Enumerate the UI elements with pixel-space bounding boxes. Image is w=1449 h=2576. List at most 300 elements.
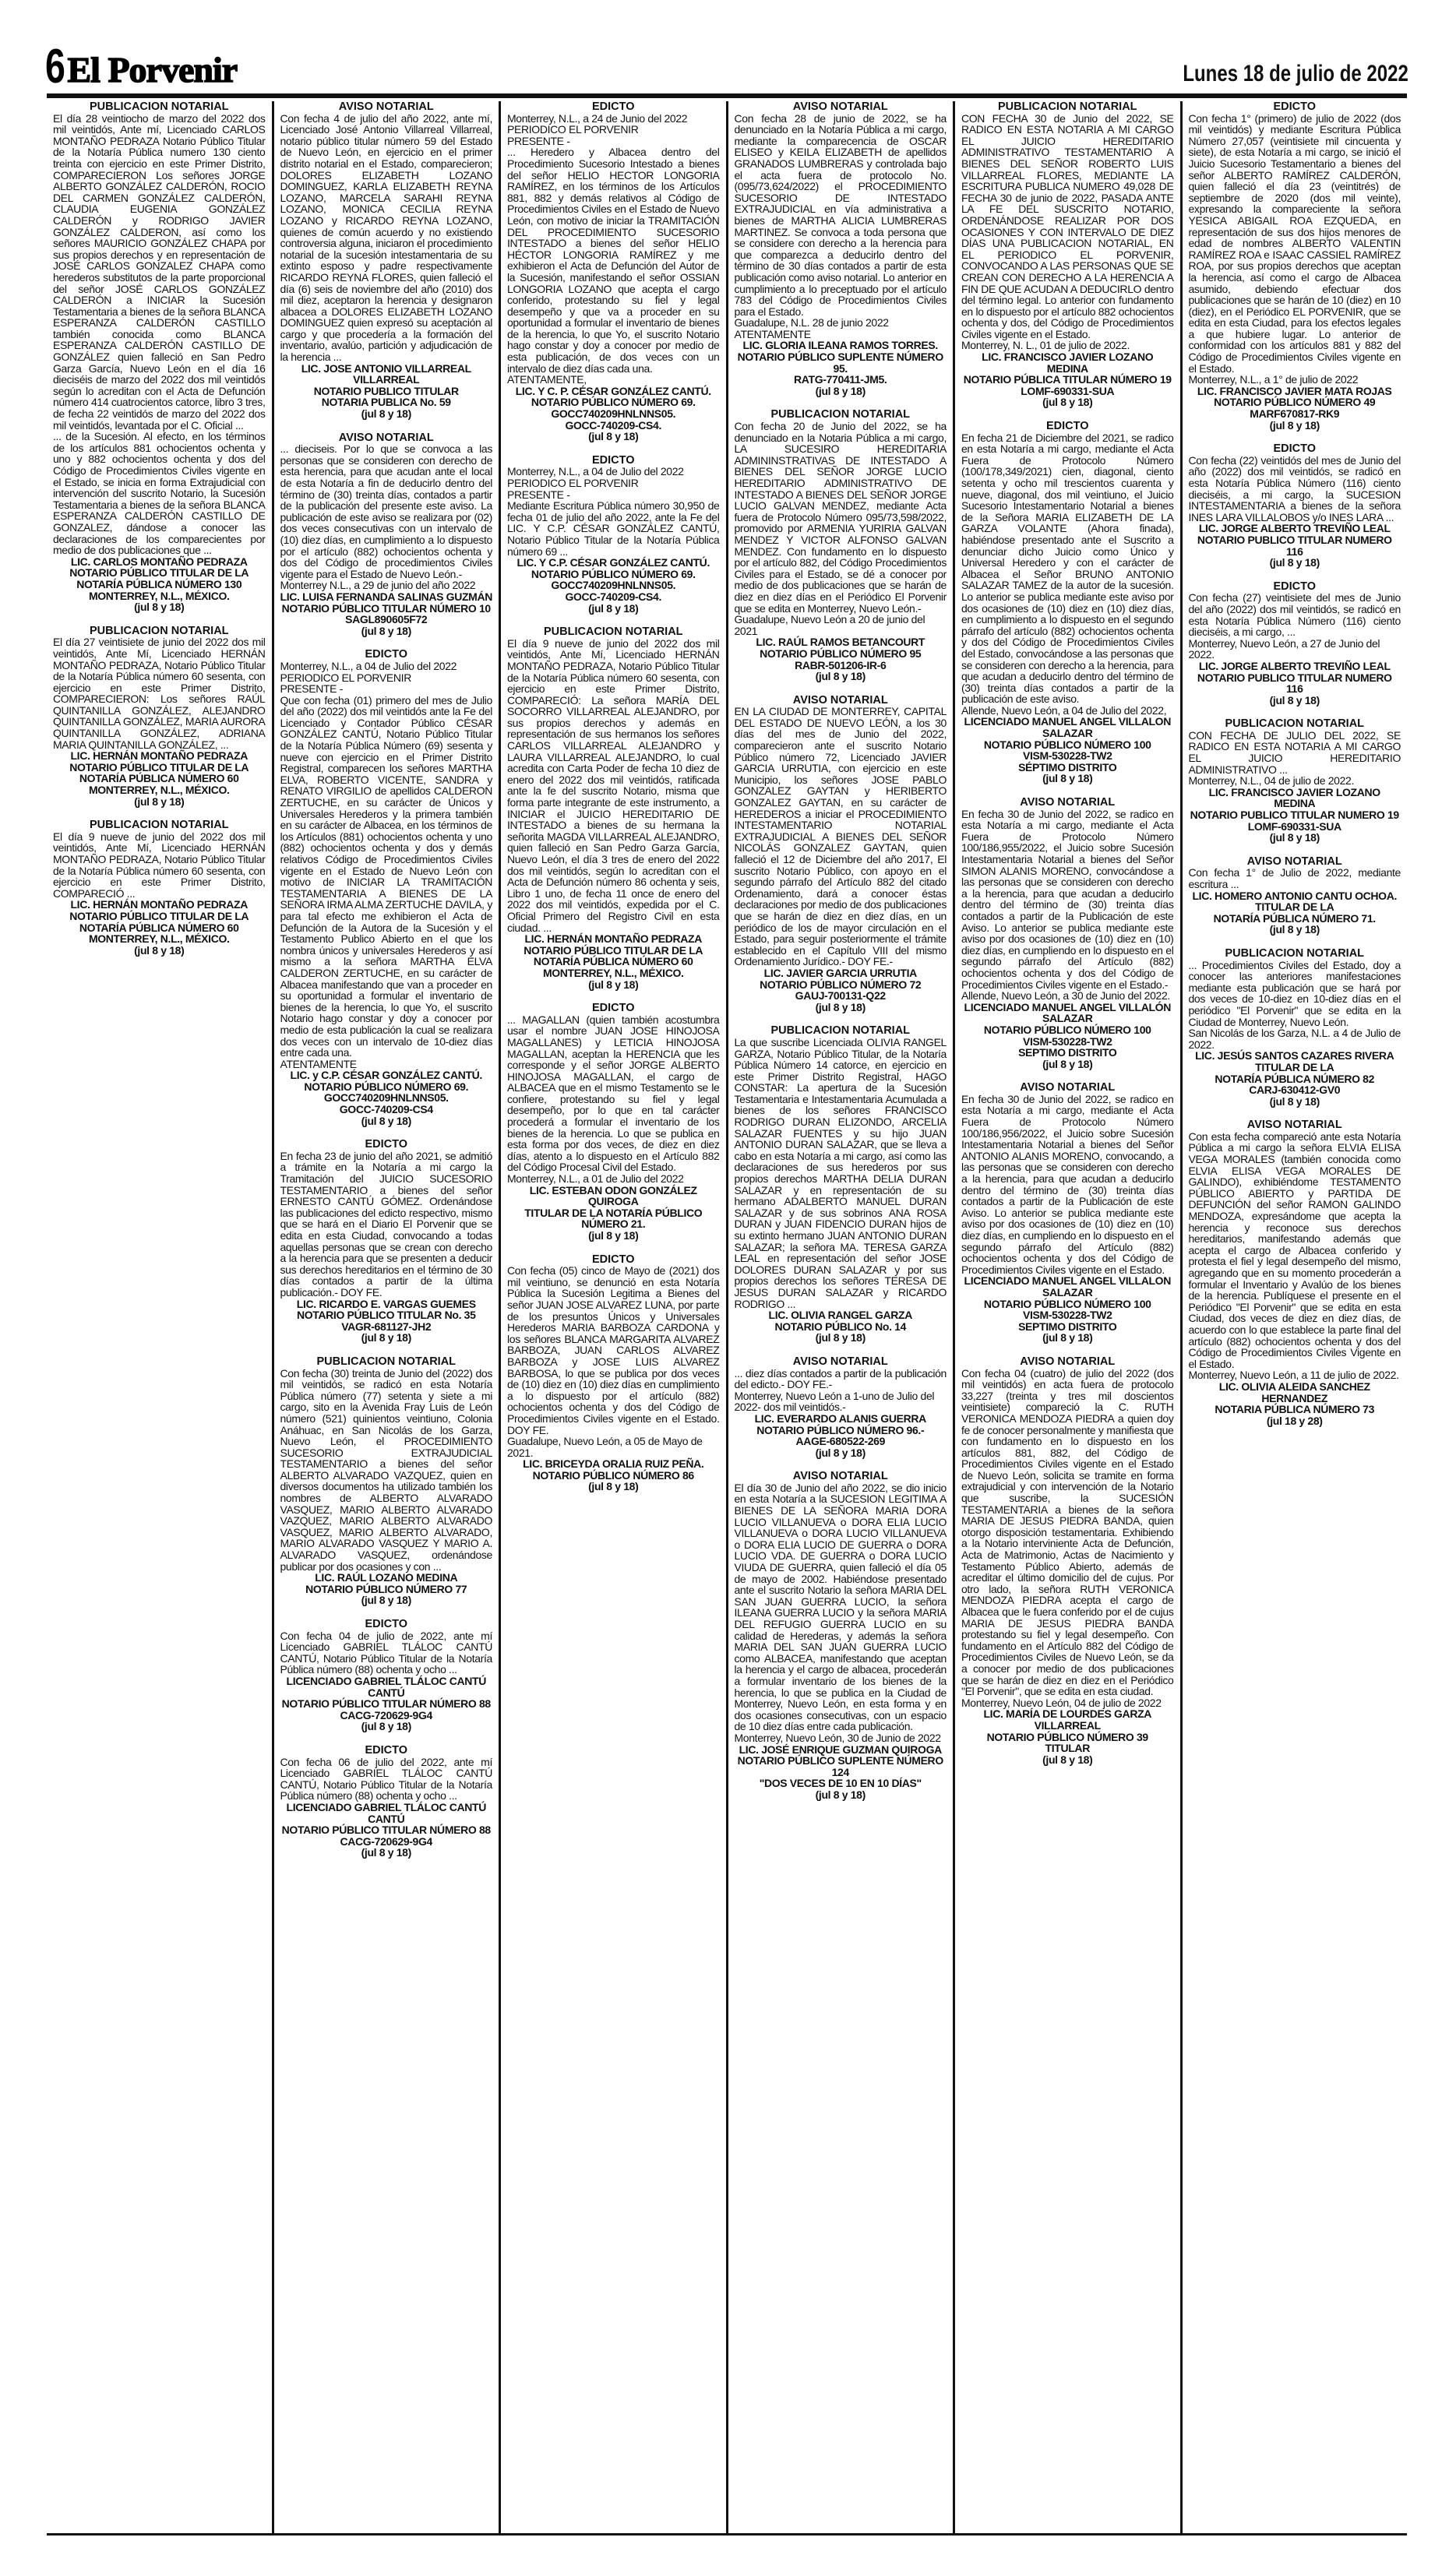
notice-body: En fecha 30 de Junio del 2022, se radico en esta Notaría a mi cargo, mediante el Acta Fuera de Protocolo Número 100/186,955/2022, el Juicio sobre Sucesión Intestamentaria Notarial a bienes del Señor SIMON ALANIS MORENO, convocándose a las personas que se consideren con derecho a la herencia, para que acudan a deducirlo dentro del término de (30) treinta días contados a partir de la Publicación de este Aviso. Lo anterior se publica mediante este aviso por dos ocasiones de (10) diez en (10) diez días, en cumpliendo en lo dispuesto en el segundo párrafo del Artículo (882) ochocientos ochenta y dos del Código de Procedimientos Civiles vigente en el Estado.- [961, 807, 1174, 991]
signature-line: NOTARIO PÚBLICO TITULAR DE LA [69, 566, 249, 580]
publication-dates: (jul 8 y 18) [815, 1446, 866, 1459]
legal-notice [735, 1356, 947, 1458]
notice-title: EDICTO [365, 1743, 408, 1757]
notice-title: PUBLICACION NOTARIAL [89, 624, 229, 637]
notice-body: El día 28 veintiocho de marzo del 2022 dos mil veintidós, Ante mí, Licenciado CARLOS MONTAÑO PEDRAZA Notario Público Titular de la Notaría Pública numero 130 ciento treinta con ejercicio en este Primer Distrito, COMPARECIERON Los señores JORGE ALBERTO GONZÁLEZ CALDERÓN, ROCIO DEL CARMEN GONZÁLEZ CALDERÓN, CLAUDIA EUGENIA GONZÁLEZ CALDERÓN y RODRIGO JAVIER GONZÁLEZ CALDERON, así como los señores MAURICIO GONZÁLEZ CHAPA por sus propios derechos y en representación de JOSÉ CARLOS GONZALEZ CHAPA como herederos substitutos de la parte proporcional del señor JOSÉ CARLOS GONZÁLEZ CALDERÓN a INICIAR la Sucesión Testamentaria a bienes de la señora BLANCA ESPERANZA CALDERÓN CASTILLO también conocida como BLANCA ESPERANZA CALDERÓN CASTILLO DE GONZÁLEZ quien falleció en San Pedro Garza García, Nuevo León en el día 16 dieciséis de marzo del 2022 dos mil veintidós según lo acreditan con el Acta de Defunción número 414 cuatrocientos catorce, libro 3 tres, de fecha 22 veintidós de marzo del 2022 dos mil veintidós, levantada por el C. Oficial ... [53, 111, 266, 432]
signature-line: GOCC-740209-CS4 [339, 1103, 433, 1116]
notice-title: PUBLICACION NOTARIAL [770, 408, 911, 421]
legal-notice [507, 626, 720, 990]
signature-line: MONTERREY, N.L., MÉXICO. [88, 589, 230, 602]
notice-title: PUBLICACION NOTARIAL [543, 625, 683, 639]
publication-dates: (jul 8 y 18) [815, 384, 866, 397]
notice-place-date: Allende, Nuevo León, a 04 de Julio del 2022, [961, 703, 1167, 717]
signature-line: SEPTIMO DISTRITO [1018, 1046, 1117, 1059]
legal-notice [961, 797, 1174, 1070]
publication-dates: (jul 8 y 18) [361, 1594, 411, 1607]
notice-title: EDICTO [591, 101, 635, 113]
signature-line: NOTARIO PÚBLICO SUPLENTE NÚMERO 124 [737, 1754, 943, 1778]
legal-notice [735, 695, 947, 1013]
notary-signature [735, 1413, 947, 1447]
signature-line: NOTARIO PÚBLICO NÚMERO 96.- [756, 1423, 925, 1436]
signature-line: TITULAR DE LA [1255, 900, 1334, 914]
signature-line: GAUJ-700131-Q22 [795, 989, 886, 1003]
signature-line: LIC. y C.P. CÉSAR GONZÁLEZ CANTÚ. [290, 1069, 482, 1082]
signature-line: MONTERREY, N.L., MÉXICO. [542, 966, 684, 979]
legal-notice [1189, 101, 1401, 431]
notice-title: AVISO NOTARIAL [792, 693, 888, 707]
signature-line: LIC. JAVIER GARCIA URRUTIA [763, 966, 917, 979]
notice-title: PUBLICACION NOTARIAL [89, 101, 229, 113]
notice-column [47, 101, 274, 2533]
publication-dates: (jul 8 y 18) [134, 795, 185, 808]
signature-line: VISM-530228-TW2 [1022, 1034, 1112, 1048]
notice-body: San Nicolás de los Garza, N.L. a 4 de Julio de 2022. [1188, 1027, 1401, 1051]
signature-line: NOTARIO PÚBLICO NÚMERO 100 [983, 1297, 1151, 1310]
signature-line: NOTARIO PÚBLICO NÚMERO 49 [1214, 396, 1376, 409]
notice-body: El día 9 nueve de junio del 2022 dos mil veintidós, Ante Mí, Licenciado HERNÁN MONTAÑO PEDRAZA, Notario Público Titular de la Notaría Pública número 60 sesenta, con ejercicio en este Primer Distrito, COMPARECIÓ: La señora MARÍA DEL SOCORRO VILLARREAL ALEJANDRO, por sus propios derechos y además en representación de sus hermanos los señores CARLOS VILLARREAL ALEJANDRO y LAURA VILLARREAL ALEJANDRO, lo cual acredita con Carta Poder de fecha 10 diez de enero del 2022 dos mil veintidós, ratificada ante la fe del suscrito Notario, misma que forma parte integrante de este instrumento, a INICIAR el JUICIO HEREDITARIO DE INTESTADO a bienes de su hermana la señorita MAGDA VILLARREAL ALEJANDRO, quien falleció en San Pedro Garza García, Nuevo León, el día 3 tres de enero del 2022 dos mil veintidós, según lo acreditan con el Acta de Defunción número 86 ochenta y seis, Libro 1 uno, de fecha 11 once de enero del 2022 dos mil veintidós, expedida por el C. Oficial Primero del Registro Civil en esta ciudad. ... [507, 636, 720, 934]
signature-line: LIC. FRANCISCO JAVIER LOZANO MEDINA [1208, 785, 1380, 810]
notice-place-date: Monterrey, Nuevo León, a 11 de julio de 2022. [1188, 1369, 1399, 1382]
notice-place-date: Monterrey, N.L., a 1° de julio de 2022 [1188, 373, 1359, 386]
legal-notice [280, 649, 493, 1126]
publication-dates: (jul 8 y 18) [134, 601, 185, 614]
notice-place-date: Monterrey, N.L., 04 de julio de 2022. [1188, 774, 1354, 788]
legal-notice [1189, 856, 1401, 936]
notice-place-date: Monterrey, Nuevo León, 30 de Junio de 2022 [734, 1731, 941, 1744]
signature-line: LIC. Y C. P. CÉSAR GONZÁLEZ CANTÚ. [515, 384, 711, 397]
notice-body: Monterrey, N.L., a 04 de Julio del 2022 [280, 659, 457, 672]
signature-line: LIC. OLIVIA ALEIDA SANCHEZ HERNANDEZ [1218, 1380, 1370, 1404]
signature-line: NOTARIO PUBLICO TITULAR NUMERO 19 [1190, 809, 1399, 822]
publication-dates: (jul 8 y 18) [1269, 1094, 1320, 1108]
notice-place-date: Monterrey, Nuevo León, a 27 de Junio del 2022. [1188, 636, 1380, 661]
notice-title: AVISO NOTARIAL [792, 1355, 888, 1368]
signature-line: LIC. HERNÁN MONTAÑO PEDRAZA [70, 898, 248, 911]
notice-body: La que suscribe Licenciada OLIVIA RANGEL GARZA, Notario Público Titular, de la Notaría Pública Número 14 catorce, en ejercicio en este Primer Distrito Registral, HAGO CONSTAR: La apertura de la Sucesión Testamentaria e Intestamentaria Acumulada a bienes de los señores FRANCISCO RODRIGO DURAN ELIZONDO, ARCELIA SALAZAR FUENTES y su hijo JUAN ANTONIO DURAN SALAZAR, que se lleva a cabo en esta Notaría a mi cargo, así como las declaraciones de sus herederos por sus propios derechos MARTHA DELIA DURAN SALAZAR y en representación de su hermano ADALBERTO MANUEL DURAN SALAZAR y de sus sobrinos ANA ROSA DURAN y JUAN FIDENCIO DURAN hijos de su extinto hermano JUAN ANTONIO DURAN SALAZAR; la señora MA. TERESA GARZA LEAL en representación del señor JOSE DOLORES DURAN SALAZAR y por sus propios derechos los señores TERESA DE JESUS DURAN SALAZAR y RICARDO RODRIGO ... [734, 1035, 947, 1310]
signature-line: SALAZAR [1042, 1012, 1093, 1025]
publication-dates: (jul 8 y 18) [1269, 831, 1320, 844]
notice-body: ... dieciseis. Por lo que se convoca a las personas que se consideren con derecho de esta herencia, para que acudan ante el local de esta Notaría a fin de deducirlo dentro del término de (30) treinta días, contados a partir de la publicación del presente este aviso. La publicación de este aviso se realizara por (02) dos veces consecutivas con un intervalo de (10) diez días, en cumplimiento a lo dispuesto por el artículo (882) ochocientos ochenta y dos del Código de procedimientos Civiles vigente para el Estado de Nuevo León.- [280, 442, 492, 580]
signature-line: NOTARÍA PÚBLICA NÚMERO 60 [79, 921, 239, 934]
signature-line: CARJ-630412-GV0 [1249, 1084, 1341, 1097]
notice-body: ATENTAMENTE [734, 327, 811, 340]
signature-line: LIC. LUISA FERNANDA SALINAS GUZMÁN [280, 590, 492, 603]
notice-body: Con fecha 1° de Julio de 2022, mediante escritura ... [1188, 866, 1401, 890]
legal-notice [961, 101, 1174, 408]
notary-signature [1189, 386, 1401, 420]
signature-line: LOMF-690331-SUA [1247, 819, 1341, 833]
notice-body: El día 9 nueve de junio del 2022 dos mil veintidós, Ante Mí, Licenciado HERNÁN MONTAÑO PEDRAZA, Notario Público Titular de la Notaría Pública número 60 sesenta, con ejercicio en este Primer Distrito, COMPARECIÓ ... [53, 830, 266, 900]
notary-signature [507, 933, 720, 978]
notary-signature [280, 1299, 493, 1333]
legal-notice [280, 1356, 493, 1606]
signature-line: NOTARIO PÚBLICO TITULAR NÚMERO 10 [281, 601, 491, 615]
notice-title: AVISO NOTARIAL [1020, 1081, 1116, 1094]
masthead [45, 40, 1408, 93]
signature-line: NOTARIO PÚBLICO NÚMERO 77 [305, 1582, 467, 1595]
legal-notice [1189, 1119, 1401, 1426]
legal-notice [1189, 443, 1401, 569]
notice-title: AVISO NOTARIAL [1246, 855, 1342, 868]
signature-line: LIC. RAÚL LOZANO MEDINA [315, 1571, 458, 1584]
notary-signature [961, 716, 1174, 773]
publication-dates: (jul 8 y 18) [361, 407, 411, 421]
signature-line: NOTARIO PÚBLICO TITULAR No. 35 [296, 1309, 476, 1322]
notice-body: ... MAGALLAN (quien también acostumbra usar el nombre JUAN JOSE HINOJOSA MAGALLANES) y LETICIA HINOJOSA MAGALLAN, aceptan la HERENCIA que les corresponde y el señor JORGE ALBERTO HINOJOSA MAGALLAN, el cargo de ALBACEA que en el mismo Testamento se le confiere, protestando su fiel y legal desempeño, por lo que en tal carácter procederá a formular el inventario de los bienes de la herencia. Lo que se publica en esta forma por dos veces, de diez en diez días, atento a lo dispuesto en el Artículo 882 del Código Procesal Civil del Estado. [507, 1013, 720, 1174]
signature-line: CACG-720629-9G4 [340, 1834, 432, 1848]
signature-line: NOTARIA PUBLICA No. 59 [321, 396, 451, 409]
legal-notice [53, 819, 266, 956]
signature-line: GOCC740209HNLNNS05. [551, 407, 676, 421]
notice-body: Con fecha 04 de julio de 2022, ante mí Licenciado GABRIEL TLÁLOC CANTÚ CANTÚ, Notario Público Titular de la Notaría Pública número (88) ochenta y ocho ... [280, 1629, 492, 1676]
notice-body: Monterrey, N.L., a 04 de Julio del 2022 [507, 465, 684, 478]
notary-signature [280, 363, 493, 408]
notice-body: Con fecha 20 de Junio del 2022, se ha denunciado en la Notaria Pública a mi cargo, LA SUCESIRO HEREDITARIA ADMININSTRATIVAS DE INTESTADO A BIENES DEL SEÑOR JORGE LUCIO HEREDITARIO ADMINISTRATIVO DE INTESTADO A BIENES DEL SEÑOR JORGE LUCIO GALVAN MENDEZ, mediante Acta fuera de Protocolo Número 095/73,598/2022, promovido por ARMENIA YURIRIA GALVAN MENDEZ Y VICTOR ALFONSO GALVAN MENDEZ. Con fundamento en lo dispuesto por el artículo 882, del Código Procedimientos Civiles para el Estado, se dé a conocer por medio de dos publicaciones que se harán de diez en diez días en el Periódico El Porvenir que se edita en Monterrey, Nuevo León.- [734, 420, 947, 615]
publication-dates: (jul 8 y 18) [1042, 1331, 1093, 1344]
legal-notice [735, 101, 947, 396]
signature-line: RABR-501206-IR-6 [795, 658, 887, 671]
notice-title: AVISO NOTARIAL [1020, 1355, 1116, 1368]
signature-line: NOTARIO PÚBLICO NÚMERO 100 [983, 1023, 1151, 1036]
notice-title: EDICTO [1273, 101, 1317, 113]
publication-dates: (jul 8 y 18) [815, 1331, 866, 1344]
notice-column [728, 101, 956, 2533]
notary-signature [1189, 661, 1401, 695]
publication-dates: (jul 8 y 18) [1042, 1753, 1093, 1766]
signature-line: TITULAR [1045, 1742, 1090, 1755]
newspaper-name: El Porvenir [67, 50, 238, 90]
notice-title: EDICTO [591, 1002, 635, 1015]
notary-signature [735, 1309, 947, 1332]
notice-place-date: Monterrey, Nuevo León a 1-uno de Julio del 2022- dos mil veintidós.- [734, 1389, 935, 1414]
publication-dates: (jul 8 y 18) [588, 601, 639, 615]
publication-dates: (jul 8 y 18) [588, 1229, 639, 1242]
notice-body: Con fecha 04 (cuatro) de julio del 2022 (dos mil veintidós) en acta fuera de protocolo 33,227 (treinta y tres mil doscientos veintisiete) compareció la C. RUTH VERONICA MENDOZA PIEDRA a quien doy fe de conocer personalmente y manifiesta que con fundamento en lo dispuesto en los artículos 881, 882, del Código de Procedimientos Civiles vigente en el Estado de Nuevo León, solicita se tramite en forma extrajudicial y con intervención de la Notario que suscribe, la SUCESIÓN TESTAMENTARIA a bienes de la señora MARIA DE JESUS PIEDRA BANDA, quien otorgo disposición testamentaria. Exhibiendo a la Notario interviniente Acta de Defunción, Acta de Matrimonio, Actas de Nacimiento y Testamento Público Abierto, además de acreditar el último domicilio del de cujus. Por otro lado, la señora RUTH VERONICA MENDOZA PIEDRA acepta el cargo de Albacea que le fuera conferido por el de cujus MARIA DE JESUS PIEDRA BANDA protestando su fiel y legal desempeño. Con fundamento en el Artículo 882 del Código de Procedimientos Civiles de Nuevo León, se da a conocer por medio de dos publicaciones que se harán de diez en diez en el Periódico "El Porvenir", que se edita en esta ciudad. [961, 1366, 1174, 1698]
notice-place-date: Guadalupe, Nuevo León a 20 de junio del 2021 [734, 613, 925, 637]
notice-place-date: Guadalupe, Nuevo León, a 05 de Mayo de 2021. [507, 1435, 703, 1459]
signature-line: NÚMERO 21. [581, 1218, 646, 1231]
signature-line: NOTARIO PÚBLICO TITULAR NÚMERO 88 [281, 1697, 491, 1711]
signature-line: NOTARIA PÚBLICA NÚMERO 73 [1215, 1403, 1375, 1416]
signature-line: NOTARÍA PÚBLICA NÚMERO 71. [1213, 911, 1376, 925]
notice-body: CON FECHA 30 de Junio del 2022, SE RADICO EN ESTA NOTARIA A MI CARGO EL JUICIO HEREDITARIO ADMINISTRATIVO TESTAMENTARIO A BIENES DEL SEÑOR ROBERTO LUIS VILLARREAL FLORES, MEDIANTE LA ESCRITURA PUBLICA NUMERO 49,028 DE FECHA 30 de junio de 2022, PASADA ANTE LA FE DEL SUSCRITO NOTARIO, ORDENÁNDOSE REALIZAR POR DOS OCASIONES Y CON INTERVALO DE DIEZ DÍAS UNA PUBLICACION NOTARIAL, EN EL PERIODICO EL PORVENIR, CONVOCANDO A LAS PERSONAS QUE SE CREAN CON DERECHO A LA HERENCIA A FIN DE QUE ACUDAN A DEDUCIRLO dentro del término legal. Lo anterior con fundamento en lo dispuesto por el artículo 882 ochocientos ochenta y dos, del Código de Procedimientos Civiles vigente en el Estado. [961, 111, 1174, 340]
signature-line: NOTARIO PÚBLICO NÚMERO 72 [760, 978, 922, 991]
notice-title: EDICTO [1045, 420, 1089, 433]
notice-body: ATENTAMENTE [280, 1057, 357, 1070]
notice-body: Monterrey, N.L., a 24 de Junio del 2022 [507, 111, 688, 125]
notice-title: EDICTO [591, 1253, 635, 1266]
notice-title: PUBLICACION NOTARIAL [1225, 946, 1365, 960]
notice-body: PERIODICO EL PORVENIR [507, 477, 639, 489]
publication-dates: (jul 8 y 18) [134, 943, 185, 957]
notary-signature [280, 591, 493, 625]
signature-line: GOCC-740209-CS4. [565, 590, 662, 603]
signature-line: LIC. CARLOS MONTAÑO PEDRAZA [70, 555, 248, 568]
notice-body: ATENTAMENTE, [507, 373, 587, 386]
signature-line: LIC. JESÚS SANTOS CAZARES RIVERA [1195, 1049, 1394, 1062]
signature-line: LICENCIADO MANUEL ANGEL VILLALON [964, 715, 1171, 728]
signature-line: LIC. FRANCISCO JAVIER MATA ROJAS [1197, 384, 1392, 397]
notice-title: EDICTO [365, 1618, 408, 1630]
legal-notice [735, 1025, 947, 1344]
publication-dates: (jul 8 y 18) [1269, 556, 1320, 569]
notary-signature [507, 386, 720, 431]
publication-dates: (jul 8 y 18) [815, 1000, 866, 1013]
notary-signature [735, 1744, 947, 1789]
signature-line: LIC. JOSE ANTONIO VILLARREAL VILLARREAL [301, 361, 471, 386]
signature-line: RATG-770411-JM5. [794, 373, 887, 386]
signature-line: LICENCIADO MANUEL ANGEL VILLALON [964, 1274, 1171, 1288]
notice-body: Con fecha 06 de julio del 2022, ante mí Licenciado GABRIEL TLÁLOC CANTÚ CANTÚ, Notario Público Titular de la Notaría Pública número (88) ochenta y ocho ... [280, 1755, 492, 1802]
signature-line: NOTARIO PUBLICO TITULAR NUMERO 116 [1197, 533, 1392, 558]
notice-place-date: Monterrey, N. L., 01 de julio de 2022. [961, 339, 1130, 352]
notice-body: Con fecha 1° (primero) de julio de 2022 (dos mil veintidós) y mediante Escritura Pública Número 27,057 (veintisiete mil cincuenta y siete), de esta Notaría a mi cargo, se inició el Juicio Sucesorio Testamentario a bienes del señor ALBERTO RAMÍREZ CALDERÓN, quien falleció el día 23 (veintitrés) de septiembre de 2020 (dos mil veinte), expresando la compareciente la señora YESICA ABIGAIL ROA EZQUEDA, en representación de sus dos hijos menores de edad de nombres ALBERTO VALENTIN RAMÍREZ ROA e ISAAC CASSIEL RAMÍREZ ROA, por sus propios derechos que aceptan la herencia, así como el cargo de Albacea asumido, debiendo efectuar dos publicaciones que se harán de 10 (diez) en 10 (diez), en el Periódico EL PORVENIR, que se edita en esta Ciudad, para los efectos legales a que hubiere lugar. Lo anterior de conformidad con los artículos 881 y 882 del Código de Procedimientos Civiles vigente en el Estado. [1188, 111, 1401, 375]
notary-signature [507, 1185, 720, 1230]
notary-signature [1189, 890, 1401, 925]
notice-body: PRESENTE - [507, 488, 570, 501]
publication-dates: (jul 8 y 18) [588, 430, 639, 443]
signature-line: NOTARIO PUBLICO TITULAR NUMERO 116 [1197, 671, 1392, 696]
notice-place-date: Monterrey, Nuevo León, 04 de julio de 2022 [961, 1696, 1162, 1709]
signature-line: LIC. JOSÉ ENRIQUE GUZMAN QUIROGA [739, 1743, 942, 1756]
legal-notice [280, 432, 493, 637]
signature-line: MONTERREY, N.L., MÉXICO. [88, 932, 230, 946]
notary-signature [735, 340, 947, 385]
notary-signature [961, 1002, 1174, 1059]
notice-column [955, 101, 1183, 2533]
signature-line: TITULAR DE LA [1255, 1060, 1334, 1073]
notary-signature [53, 556, 266, 601]
notice-title: PUBLICACION NOTARIAL [316, 1355, 457, 1368]
publication-dates: (jul 8 y 18) [815, 1788, 866, 1801]
notary-signature [1189, 523, 1401, 557]
notice-body: Mediante Escritura Pública número 30,950 de fecha 01 de julio del año 2022, ante la Fe del LIC. Y C.P. CÉSAR GONZÁLEZ CANTÚ, Notario Público Titular de la Notaría Pública número 69 ... [507, 499, 720, 558]
signature-line: LIC. JORGE ALBERTO TREVIÑO LEAL [1198, 659, 1391, 672]
legal-notice [507, 1003, 720, 1241]
signature-line: "DOS VECES DE 10 EN 10 DÍAS" [759, 1777, 922, 1790]
notice-title: AVISO NOTARIAL [792, 101, 888, 113]
notice-title: EDICTO [591, 453, 635, 467]
notice-title: EDICTO [365, 1138, 408, 1151]
signature-line: LIC. JORGE ALBERTO TREVIÑO LEAL [1198, 522, 1391, 535]
notice-title: AVISO NOTARIAL [338, 101, 434, 113]
page-number: 6 [45, 40, 65, 93]
notice-title: PUBLICACION NOTARIAL [89, 819, 229, 832]
footer-rule [47, 2533, 1407, 2535]
signature-line: NOTARIO PÚBLICO No. 14 [774, 1320, 907, 1333]
notary-signature [1189, 787, 1401, 832]
signature-line: VISM-530228-TW2 [1022, 1309, 1112, 1322]
legal-notice [735, 409, 947, 682]
notice-title: AVISO NOTARIAL [1020, 796, 1116, 809]
signature-line: MONTERREY, N.L., MÉXICO. [88, 784, 230, 797]
notary-signature [280, 1070, 493, 1115]
signature-line: SÉPTIMO DISTRITO [1018, 760, 1117, 774]
notice-body: Con fecha (05) cinco de Mayo de (2021) dos mil veintiuno, se denunció en esta Notaría Pública la Sucesión Legitima a Bienes del señor JUAN JOSE ALVAREZ LUNA, por parte de los presuntos Únicos y Universales Herederos MARIA BARBOZA CARDONA y los señores BLANCA MARGARITA ALVAREZ BARBOZA, JUAN CARLOS ALVAREZ BARBOZA y JOSE LUIS ALVAREZ BARBOSA, lo que se publica por dos veces de (10) diez en (10) diez días en cumplimiento a lo dispuesto por el artículo (882) ochocientos ochenta y dos del Código de Procedimientos Civiles vigente en el Estado. DOY FE. [507, 1264, 720, 1436]
signature-line: NOTARIO PÚBLICO SUPLENTE NÚMERO 95. [737, 351, 943, 375]
notary-signature [53, 899, 266, 944]
signature-line: SAGL890605F72 [345, 613, 428, 626]
legal-notice [53, 625, 266, 808]
signature-line: SALAZAR [1042, 727, 1093, 740]
notice-title: AVISO NOTARIAL [792, 1470, 888, 1483]
signature-line: LIC. HERNÁN MONTAÑO PEDRAZA [70, 749, 248, 763]
notary-signature [735, 636, 947, 671]
signature-line: CACG-720629-9G4 [340, 1708, 432, 1721]
signature-line: NOTARÍA PÚBLICA NÚMERO 60 [533, 955, 693, 968]
publication-dates: (jul 8 y 18) [1042, 1057, 1093, 1070]
publication-dates: (jul 8 y 18) [815, 670, 866, 683]
notice-body: Con fecha 28 de junio de 2022, se ha denunciado en la Notaría Pública a mi cargo, mediante la comparecencia de OSCAR ELISEO y KEILA ELIZABETH de apellidos GRANADOS LUMBRERAS y controlada bajo el acta fuera de protocolo No. (095/73,624/2022) el PROCEDIMIENTO SUCESORIO DE INTESTADO EXTRAJUDICIAL en vía administrativa a bienes de MARTHA ALICIA LUMBRERAS MARTINEZ. Se convoca a toda persona que se considere con derecho a la herencia para que comparezca a deducirlo dentro del término de 30 días contados a partir de esta publicación como aviso notarial. Lo anterior en cumplimiento a lo preceptuado por el artículo 783 del Código de Procedimientos Civiles para el Estado. [734, 111, 947, 318]
notice-body: El día 30 de Junio del año 2022, se dio inicio en esta Notaría a la SUCESION LEGITIMA A BIENES DE LA SEÑORA MARIA DORA LUCIO VILLANUEVA o DORA ELIA LUCIO VILLANUEVA o DORA LUCIO VILLANUEVA o DORA ELIA LUCIO DE GUERRA o DORA LUCIO VDA. DE GUERRA o DORA LUCIO VIUDA DE GUERRA, quien falleció el día 05 de mayo de 2002. Habiéndose presentado ante el suscrito Notario la señora MARIA DEL SAN JUAN GUERRA LUCIO, la señora ILEANA GUERRA LUCIO y la señora MARIA DEL REFUGIO GUERRA LUCIO en su calidad de Herederas, y además la señora MARIA DEL SAN JUAN GUERRA LUCIO como ALBACEA, manifestando que aceptan la herencia y el cargo de albacea, procederán a formular inventario de los bienes de la herencia, lo que se publica en la Ciudad de Monterrey, Nuevo León, en esta forma y en dos ocasiones consecutivas, con un espacio de 10 diez días entre cada publicación. [734, 1481, 947, 1733]
publication-dates: (jul 8 y 18) [1042, 772, 1093, 785]
notice-body: En fecha 23 de junio del año 2021, se admitió a trámite en la Notaría a mi cargo la Tramitación del JUICIO SUCESORIO TESTAMENTARIO a bienes del señor ERNESTO CANTÚ GÓMEZ. Ordenándose las publicaciones del edicto respectivo, mismo que se hará en el Diario El Porvenir que se edita en esta Ciudad, convocando a todas aquellas personas que se crean con derecho a la herencia para que se presenten a deducir sus derechos hereditarios en el término de 30 días contados a partir de la última publicación.- DOY FE. [280, 1149, 492, 1299]
notary-signature [1189, 1381, 1401, 1415]
signature-line: GOCC740209HNLNNS05. [551, 579, 676, 592]
signature-line: VAGR-681127-JH2 [341, 1320, 432, 1333]
notice-title: EDICTO [1273, 442, 1317, 456]
legal-notice [735, 1471, 947, 1800]
legal-notice [1189, 948, 1401, 1107]
notice-body: ... Heredero y Albacea dentro del Procedimiento Sucesorio Intestado a bienes del señor HELIO HECTOR LONGORIA RAMÍREZ, en los términos de los Artículos 881, 882 y demás relativos al Código de Procedimientos Civiles en el Estado de Nuevo León, con motivo de iniciar la TRAMITACIÓN DEL PROCEDIMIENTO SUCESORIO INTESTADO a bienes del señor HELIO HÉCTOR LONGORIA RAMÍREZ y me exhibieron el Acta de Defunción del Autor de la Sucesión, manifestando el señor OSSIAN LONGORIA LOZANO que acepta el cargo conferido, protestando su fiel y legal desempeño y que va a proceder en su oportunidad a formular el inventario de bienes de la herencia, lo que Yo, el suscrito Notario hago constar y doy a conocer por medio de esta publicación, de dos veces con un intervalo de diez días cada una. [507, 146, 720, 375]
signature-line: NOTARÍA PÚBLICA NÚMERO 60 [79, 772, 239, 785]
signature-line: LIC. GLORIA ILEANA RAMOS TORRES. [742, 339, 938, 352]
notice-title: PUBLICACION NOTARIAL [1225, 717, 1365, 731]
signature-line: NOTARIO PÚBLICO TITULAR DE LA [524, 943, 703, 957]
notice-body: En fecha 21 de Diciembre del 2021, se radico en esta Notaría a mi cargo, mediante el Acta Fuera de Protocolo Número (100/178,349/2021) cien, diagonal, ciento setenta y ocho mil trescientos cuarenta y nueve, diagonal, dos mil veintiuno, el Juicio Sucesorio Intestamentario Notarial a bienes de la Señora MARIA ELIZABETH DE LA GARZA VOLANTE (Ahora finada), habiéndose presentado ante el Suscrito a denunciar dicho Juicio como Único y Universal Heredero y con el carácter de Albacea el Señor BRUNO ANTONIO SALAZAR TAMEZ de la autor de la sucesión. Lo anterior se publica mediante este aviso por dos ocasiones de (10) diez en (10) diez días, en cumplimiento a lo dispuesto en el segundo párrafo del artículo (882) ochocientos ochenta y dos del Código de Procedimientos Civiles del Estado, convocándose a las personas que se consideren con derecho a la herencia, para que acudan a deducirlo dentro del término de (30) treinta días contados a partir de la publicación de este aviso. [961, 431, 1174, 706]
notice-place-date: Monterrey N.L., a 29 de junio del año 2022 [280, 579, 476, 592]
signature-line: MARF670817-RK9 [1250, 407, 1340, 421]
notice-body: Con esta fecha compareció ante esta Notaría Pública a mi cargo la señora ELVIA ELISA VEGA MORALES (también conocida como ELVIA ELISA VEGA MORALES DE GALINDO), exhibiéndome TESTAMENTO PÚBLICO ABIERTO y PARTIDA DE DEFUNCIÓN del señor RAMON GALINDO MENDOZA, expresándome que acepta la herencia y reconoce sus derechos hereditarios, manifestando además que acepta el cargo de Albacea conferido y protesta el fiel y legal desempeño del mismo, agregando que en su momento procederán a formular el Inventario y Avalúo de los bienes de la herencia. Publíquese el presente en el Periódico "El Porvenir" que se edita en esta Ciudad, dos veces de diez en diez días, de acuerdo con lo que establece la parte final del artículo (882) ochocientos ochenta y dos del Código de Procedimientos Civiles Vigente en el Estado. [1188, 1129, 1401, 1370]
signature-line: LIC. OLIVIA RANGEL GARZA [768, 1309, 912, 1322]
notary-signature [280, 1572, 493, 1595]
notice-title: PUBLICACION NOTARIAL [997, 101, 1137, 113]
signature-line: LICENCIADO MANUEL ANGEL VILLALÓN [964, 1000, 1171, 1013]
notice-title: EDICTO [1273, 580, 1317, 593]
signature-line: SEPTIMO DISTRITO [1018, 1320, 1117, 1333]
publication-dates: (jul 8 y 18) [361, 1114, 411, 1127]
signature-line: SALAZAR [1042, 1285, 1093, 1299]
signature-line: LIC. BRICEYDA ORALIA RUIZ PEÑA. [523, 1457, 704, 1471]
publication-dates: (jul 8 y 18) [588, 1480, 639, 1493]
notice-body: Que con fecha (01) primero del mes de Julio del año (2022) dos mil veintidós ante la Fe del Licenciado y Contador Público CÉSAR GONZÁLEZ CANTÚ, Notario Público Titular de la Notaría Pública Número (69) sesenta y nueve con ejercicio en el Primer Distrito Registral, comparecen los señores MARTHA ELVA, ROBERTO VICENTE, SANDRA y RENATO VIRGILIO de apellidos CALDERON ZERTUCHE, en su carácter de Únicos y Universales Herederos y la primera también en su carácter de Albacea, en los términos de los Artículos (881) ochocientos ochenta y uno (882) ochocientos ochenta y dos y demás relativos Código de Procedimientos Civiles vigente en el Estado de Nuevo León con motivo de INICIAR LA TRAMITACIÓN TESTAMENTARIA A BIENES DE LA SEÑORA IRMA ALMA ZERTUCHE DAVILA, y para tal efecto me exhibieron el Acta de Defunción de la Autora de la Sucesión y el Testamento Publico Abierto en el que los nombra únicos y universales Herederos y así mismo a la señora MARTHA ELVA CALDERON ZERTUCHE, en su carácter de Albacea manifestando que van a proceder en su oportunidad a formular el inventario de bienes de la herencia, lo que Yo, el suscrito Notario hago constar y doy a conocer por medio de esta publicación la cual se realizara dos veces con un intervalo de 10-diez días entre cada una. [280, 693, 492, 1059]
signature-line: AAGE-680522-269 [795, 1435, 886, 1448]
notary-signature [735, 967, 947, 1002]
signature-line: NOTARIO PÚBLICO NÚMERO 69. [304, 1080, 469, 1093]
legal-notice [961, 1356, 1174, 1765]
notice-title: AVISO NOTARIAL [1246, 1119, 1342, 1132]
legal-notice [1189, 718, 1401, 844]
signature-line: NOTARIO PÚBLICO NÚMERO 100 [983, 738, 1151, 751]
signature-line: LIC. EVERARDO ALANIS GUERRA [754, 1411, 926, 1425]
notice-column [501, 101, 728, 2533]
legal-notice [53, 101, 266, 613]
notary-signature [961, 1275, 1174, 1332]
signature-line: NOTARIO PÚBLICA TITULAR NÚMERO 19 [963, 373, 1172, 386]
signature-line: NOTARIO PÚBLICO NÚMERO 95 [760, 647, 922, 660]
signature-line: NOTARIO PÚBLICO NÚMERO 39 [986, 1730, 1148, 1743]
notice-body: Con fecha (30) treinta de Junio del (2022) dos mil veintidós, se radicó en esta Notaría Pública número (77) setenta y siete a mi cargo, sito en la Avenida Fray Luis de León número (521) quinientos veintiuno, Colonia Anáhuac, en San Nicolás de los Garza, Nuevo León, el PROCEDIMIENTO SUCESORIO EXTRAJUDICIAL TESTAMENTARIO a bienes del señor ALBERTO ALVARADO VAZQUEZ, quien en diversos documentos ha utilizado también los nombres de ALBERTO ALVARADO VASQUEZ, MARIO ALBERTO ALVARADO VAZQUEZ, MARIO ALBERTO ALVARADO VASQUEZ, MARIO ALBERTO ALVARADO, MARIO ALVARADO VASQUEZ Y MARIO A. ALVARADO VASQUEZ, ordenándose publicar por dos ocasiones y con ... [280, 1366, 492, 1573]
publication-dates: (jul 8 y 18) [361, 624, 411, 637]
signature-line: NOTARIO PÚBLICO NÚMERO 69. [531, 567, 696, 580]
signature-line: NOTARIO PÚBLICO TITULAR DE LA [69, 909, 249, 922]
notice-body: PRESENTE - [507, 134, 570, 147]
legal-notice [280, 1619, 493, 1732]
notice-title: AVISO NOTARIAL [338, 431, 434, 444]
notice-body: PRESENTE - [280, 682, 344, 696]
signature-line: NOTARÍA PÚBLICA NÚMERO 130 [76, 577, 242, 590]
signature-line: NOTARÍA PÚBLICA NÚMERO 82 [1215, 1072, 1375, 1085]
header-rule [47, 93, 1407, 98]
notice-body: EN LA CIUDAD DE MONTERREY, CAPITAL DEL ESTADO DE NUEVO LEÓN, a los 30 días del mes de Junio del 2022, comparecieron ante el suscrito Notario Público número 72, Licenciado JAVIER GARCIA URRUTIA, con ejercicio en este Municipio, los señores JOSE PABLO GONZALEZ GAYTAN y HERIBERTO GONZALEZ GAYTAN, en su carácter de HEREDEROS a iniciar el PROCEDIMIENTO INTESTAMENTARIO NOTARIAL EXTRAJUDICIAL A BIENES DEL SEÑOR NICOLÁS GONZALEZ GAYTAN, quien falleció el 12 de Diciembre del año 2017, El suscrito Notario Público, con apoyo en el segundo párrafo del Artículo 882 del citado Ordenamiento, dará a conocer éstas declaraciones por medio de dos publicaciones que se harán de diez en diez días, en un periódico de los de mayor circulación en el Estado, para seguir posteriormente el trámite establecido en el Capítulo VIII del mismo Ordenamiento Jurídico.- DOY FE.- [734, 705, 947, 968]
signature-line: LIC. MARÍA DE LOURDES GARZA [983, 1707, 1152, 1721]
publication-dates: (jul 8 y 18) [1269, 418, 1320, 432]
publication-dates: (jul 18 y 28) [1266, 1414, 1323, 1427]
publication-dates: (jul 8 y 18) [588, 978, 639, 991]
publication-dates: (jul 8 y 18) [361, 1331, 411, 1344]
notary-signature [961, 1708, 1174, 1753]
publication-dates: (jul 8 y 18) [1269, 693, 1320, 707]
signature-line: NOTARIO PÚBLICO TITULAR NÚMERO 88 [281, 1824, 491, 1837]
signature-line: NOTARIO PUBLICO TITULAR [313, 384, 459, 397]
notice-body: Con fecha (27) veintisiete del mes de Junio del año (2022) dos mil veintidós, se radicó en esta Notaría Pública Número (116) ciento dieciséis, a mi cargo, ... [1188, 591, 1401, 639]
signature-line: LOMF-690331-SUA [1021, 384, 1115, 397]
publication-dates: (jul 8 y 18) [361, 1720, 411, 1733]
notary-signature [53, 750, 266, 795]
signature-line: LIC. ESTEBAN ODON GONZÁLEZ QUIROGA [529, 1183, 697, 1208]
legal-notice [280, 101, 493, 420]
notices-columns [47, 101, 1407, 2533]
notary-signature [280, 1676, 493, 1721]
notice-body: Guadalupe, N.L. 28 de junio 2022 [734, 316, 889, 329]
notary-signature [507, 1458, 720, 1481]
notice-column [1183, 101, 1408, 2533]
legal-notice [280, 1745, 493, 1859]
notice-body: PERIODICO EL PORVENIR [507, 123, 639, 136]
legal-notice [280, 1139, 493, 1344]
notice-body: ... diez días contados a partir de la publicación del edicto.- DOY FE.- [734, 1366, 947, 1391]
legal-notice [1189, 581, 1401, 707]
signature-line: LICENCIADO GABRIEL TLÁLOC CANTÚ CANTÚ [286, 1800, 486, 1825]
publication-dates: (jul 8 y 18) [1042, 396, 1093, 409]
legal-notice [961, 421, 1174, 784]
publication-dates: (jul 8 y 18) [361, 1846, 411, 1859]
notice-title: EDICTO [365, 648, 408, 661]
notary-signature [961, 351, 1174, 396]
notice-place-date: Monterrey, N.L., a 01 de Julio del 2022 [507, 1172, 684, 1186]
signature-line: LIC. Y C.P. CÉSAR GONZÁLEZ CANTÚ. [516, 556, 710, 569]
notice-body: CON FECHA DE JULIO DEL 2022, SE RADICO EN ESTA NOTARIA A MI CARGO EL JUICIO HEREDITARIO ADMINISTRATIVO ... [1188, 728, 1401, 776]
signature-line: LIC. HERNÁN MONTAÑO PEDRAZA [524, 932, 702, 946]
signature-line: GOCC740209HNLNNS05. [323, 1091, 449, 1105]
notice-body: En fecha 30 de Junio del 2022, se radico en esta Notaría a mi cargo, mediante el Acta Fuera de Protocolo Número 100/186,956/2022, el Juicio sobre Sucesión Intestamentaria Notarial a bienes del Señor ANTONIO ALANIS MORENO, convocando, a las personas que se consideren con derecho a la herencia, para que acudan a deducirlo dentro del término de (30) treinta días contados a partir de la Publicación de este Aviso. Lo anterior se publica mediante este aviso por dos ocasiones de (10) diez en (10) diez días, en cumpliendo en lo dispuesto en el segundo párrafo del Artículo (882) ochocientos ochenta y dos del Código de Procedimientos Civiles vigente en el Estado. [961, 1092, 1174, 1276]
signature-line: LIC. FRANCISCO JAVIER LOZANO MEDINA [982, 351, 1154, 375]
signature-line: VISM-530228-TW2 [1022, 749, 1112, 763]
notary-signature [1189, 1050, 1401, 1095]
signature-line: VILLARREAL [1034, 1718, 1101, 1732]
signature-line: LICENCIADO GABRIEL TLÁLOC CANTÚ CANTÚ [286, 1674, 486, 1699]
legal-notice [507, 455, 720, 614]
notice-body: Con fecha 4 de julio del año 2022, ante mí, Licenciado José Antonio Villarreal Villarreal, notario público titular número 59 del Estado de Nuevo León, en ejercicio en el primer distrito notarial en el Estado, comparecieron; DOLORES ELIZABETH LOZANO DOMINGUEZ, KARLA ELIZABETH REYNA LOZANO, MARCELA SARAHI REYNA LOZANO, MONICA CECILIA REYNA LOZANO y RICARDO REYNA LOZANO, quienes de común acuerdo y no existiendo controversia alguna, iniciaron el procedimiento notarial de la sucesión intestamentaria de su extinto esposo y padre respectivamente RICARDO REYNA FLORES, quien falleció el día (6) seis de noviembre del año (2010) dos mil diez, aceptaron la herencia y designaron albacea a DOLORES ELIZABETH LOZANO DOMINGUEZ quien expresó su aceptación al cargo y que procedería a la formación del inventario, avalúo, partición y adjudicación de la herencia ... [280, 111, 492, 364]
notice-body: El día 27 veintisiete de junio del 2022 dos mil veintidós, Ante Mí, Licenciado HERNÁN MONTAÑO PEDRAZA, Notario Público Titular de la Notaría Pública número 60 sesenta, con ejercicio en este Primer Distrito, COMPARECIERON: Los señores RAÚL QUINTANILLA GONZÁLEZ, ALEJANDRO QUINTANILLA GONZÁLEZ, MARIA AURORA QUINTANILLA GONZÁLEZ, ADRIANA MARIA QUINTANILLA GONZÁLEZ, ... [53, 636, 266, 751]
signature-line: LIC. RICARDO E. VARGAS GUEMES [296, 1297, 476, 1310]
publication-dates: (jul 8 y 18) [1269, 923, 1320, 936]
notice-column [274, 101, 502, 2533]
signature-line: NOTARIO PÚBLICO TITULAR DE LA [69, 760, 249, 774]
legal-notice [507, 1254, 720, 1492]
notice-body: Con fecha (22) veintidós del mes de Junio del año (2022) dos mil veintidós, se radicó en esta Notaría Pública Número (116) ciento dieciséis, a mi cargo, la SUCESION INTESTAMENTARIA a bienes de la señora INES LARA VILLALOBOS y/o INES LARA ... [1188, 453, 1401, 523]
signature-line: GOCC-740209-CS4. [565, 418, 662, 432]
